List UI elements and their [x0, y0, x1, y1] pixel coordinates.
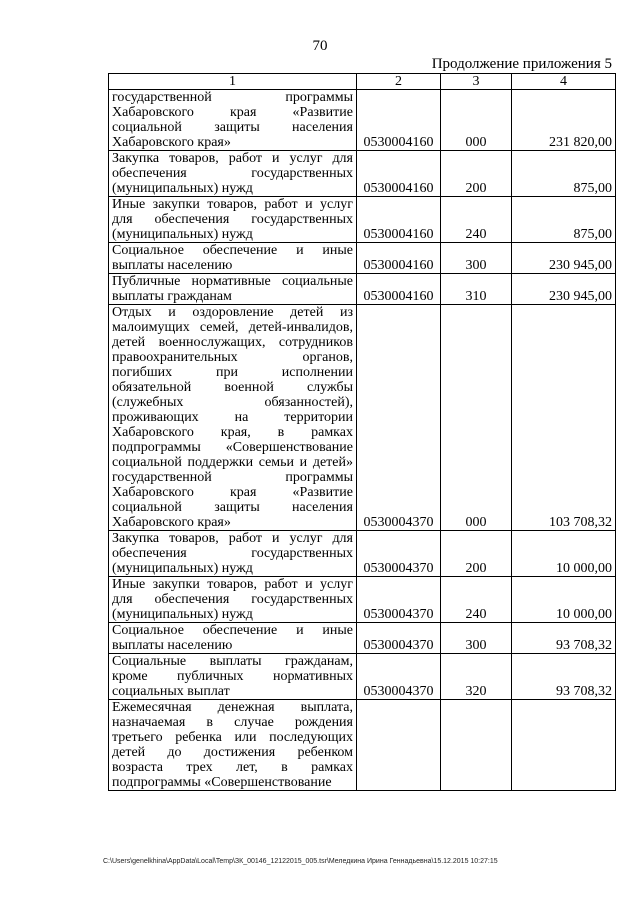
- description-line: Социальное обеспечение и иные: [112, 623, 353, 638]
- description-line: (муниципальных) нужд: [112, 561, 253, 576]
- description-line: (служебных обязанностей),: [112, 395, 353, 410]
- description-line: Хабаровского края «Развитие: [112, 485, 353, 500]
- table-row: [109, 577, 616, 623]
- expense-type-code: 000: [441, 305, 512, 531]
- table-row: [109, 654, 616, 700]
- expense-type-code: 320: [441, 654, 512, 700]
- amount-value: 875,00: [512, 197, 616, 243]
- row-description: [109, 90, 357, 151]
- description-line: погибших при исполнении: [112, 365, 353, 380]
- row-description: [109, 151, 357, 197]
- table-body: [109, 90, 616, 791]
- description-line: выплаты населению: [112, 258, 233, 273]
- target-article-code: 0530004370: [357, 305, 441, 531]
- description-line: малоимущих семей, детей-инвалидов,: [112, 320, 353, 335]
- row-description: [109, 274, 357, 305]
- table-row: [109, 531, 616, 577]
- description-line: детей военнослужащих, сотрудников: [112, 335, 353, 350]
- description-line: Хабаровского края»: [112, 515, 231, 530]
- target-article-code: 0530004370: [357, 623, 441, 654]
- continuation-label: Продолжение приложения 5: [431, 56, 612, 72]
- budget-table: [108, 73, 616, 791]
- description-line: кроме публичных нормативных: [112, 669, 353, 684]
- table-row: [109, 197, 616, 243]
- amount-value: 230 945,00: [512, 243, 616, 274]
- description-line: обеспечения государственных: [112, 546, 353, 561]
- expense-type-code: 200: [441, 151, 512, 197]
- amount-value: 10 000,00: [512, 531, 616, 577]
- description-line: (муниципальных) нужд: [112, 227, 253, 242]
- description-line: социальной защиты населения: [112, 500, 353, 515]
- description-line: выплаты гражданам: [112, 289, 232, 304]
- description-line: социальной защиты населения: [112, 120, 353, 135]
- description-line: детей до достижения ребенком: [112, 745, 353, 760]
- expense-type-code: 240: [441, 577, 512, 623]
- column-header: 4: [512, 74, 616, 90]
- row-description: [109, 197, 357, 243]
- description-line: Публичные нормативные социальные: [112, 274, 353, 289]
- expense-type-code: 240: [441, 197, 512, 243]
- description-line: Иные закупки товаров, работ и услуг: [112, 197, 353, 212]
- target-article-code: 0530004370: [357, 654, 441, 700]
- description-line: Ежемесячная денежная выплата,: [112, 700, 353, 715]
- target-article-code: 0530004160: [357, 274, 441, 305]
- row-description: [109, 243, 357, 274]
- expense-type-code: 000: [441, 90, 512, 151]
- description-line: (муниципальных) нужд: [112, 181, 253, 196]
- column-header: 3: [441, 74, 512, 90]
- column-header: 2: [357, 74, 441, 90]
- row-description: [109, 654, 357, 700]
- description-line: Социальные выплаты гражданам,: [112, 654, 353, 669]
- amount-value: [512, 700, 616, 791]
- description-line: социальной поддержки семьи и детей»: [112, 455, 353, 470]
- description-line: государственной программы: [112, 90, 353, 105]
- amount-value: 93 708,32: [512, 623, 616, 654]
- description-line: правоохранительных органов,: [112, 350, 353, 365]
- description-line: подпрограммы «Совершенствование: [112, 440, 353, 455]
- table-row: [109, 90, 616, 151]
- target-article-code: 0530004160: [357, 197, 441, 243]
- target-article-code: 0530004370: [357, 531, 441, 577]
- amount-value: 10 000,00: [512, 577, 616, 623]
- description-line: Хабаровского края «Развитие: [112, 105, 353, 120]
- target-article-code: 0530004160: [357, 90, 441, 151]
- description-line: обеспечения государственных: [112, 166, 353, 181]
- table-header-row: [109, 74, 616, 90]
- column-header: 1: [109, 74, 357, 90]
- amount-value: 93 708,32: [512, 654, 616, 700]
- expense-type-code: 300: [441, 623, 512, 654]
- table-row: [109, 305, 616, 531]
- row-description: [109, 305, 357, 531]
- description-line: государственной программы: [112, 470, 353, 485]
- description-line: Хабаровского края, в рамках: [112, 425, 353, 440]
- expense-type-code: [441, 700, 512, 791]
- table-row: [109, 243, 616, 274]
- target-article-code: 0530004370: [357, 577, 441, 623]
- description-line: выплаты населению: [112, 638, 233, 653]
- table-row: [109, 274, 616, 305]
- description-line: для обеспечения государственных: [112, 212, 353, 227]
- target-article-code: 0530004160: [357, 243, 441, 274]
- table-row: [109, 700, 616, 791]
- target-article-code: [357, 700, 441, 791]
- file-path-footer: C:\Users\genelkhina\AppData\Local\Temp\ЗК_00146_12122015_005.tsr\Меледкина Ирина Геннадьевна\15.12.2015 10:27:15: [103, 858, 498, 865]
- amount-value: 230 945,00: [512, 274, 616, 305]
- description-line: обязательной военной службы: [112, 380, 353, 395]
- page-number: 70: [312, 38, 328, 54]
- description-line: Закупка товаров, работ и услуг для: [112, 531, 353, 546]
- description-line: Иные закупки товаров, работ и услуг: [112, 577, 353, 592]
- description-line: (муниципальных) нужд: [112, 607, 253, 622]
- row-description: [109, 700, 357, 791]
- amount-value: 875,00: [512, 151, 616, 197]
- row-description: [109, 623, 357, 654]
- expense-type-code: 300: [441, 243, 512, 274]
- amount-value: 231 820,00: [512, 90, 616, 151]
- description-line: проживающих на территории: [112, 410, 353, 425]
- description-line: социальных выплат: [112, 684, 230, 699]
- description-line: подпрограммы «Совершенствование: [112, 775, 332, 790]
- amount-value: 103 708,32: [512, 305, 616, 531]
- row-description: [109, 577, 357, 623]
- expense-type-code: 200: [441, 531, 512, 577]
- row-description: [109, 531, 357, 577]
- description-line: назначаемая в случае рождения: [112, 715, 353, 730]
- description-line: Хабаровского края»: [112, 135, 231, 150]
- description-line: Отдых и оздоровление детей из: [112, 305, 353, 320]
- table-row: [109, 151, 616, 197]
- description-line: Закупка товаров, работ и услуг для: [112, 151, 353, 166]
- table-row: [109, 623, 616, 654]
- description-line: возраста трех лет, в рамках: [112, 760, 353, 775]
- description-line: Социальное обеспечение и иные: [112, 243, 353, 258]
- description-line: третьего ребенка или последующих: [112, 730, 353, 745]
- target-article-code: 0530004160: [357, 151, 441, 197]
- expense-type-code: 310: [441, 274, 512, 305]
- description-line: для обеспечения государственных: [112, 592, 353, 607]
